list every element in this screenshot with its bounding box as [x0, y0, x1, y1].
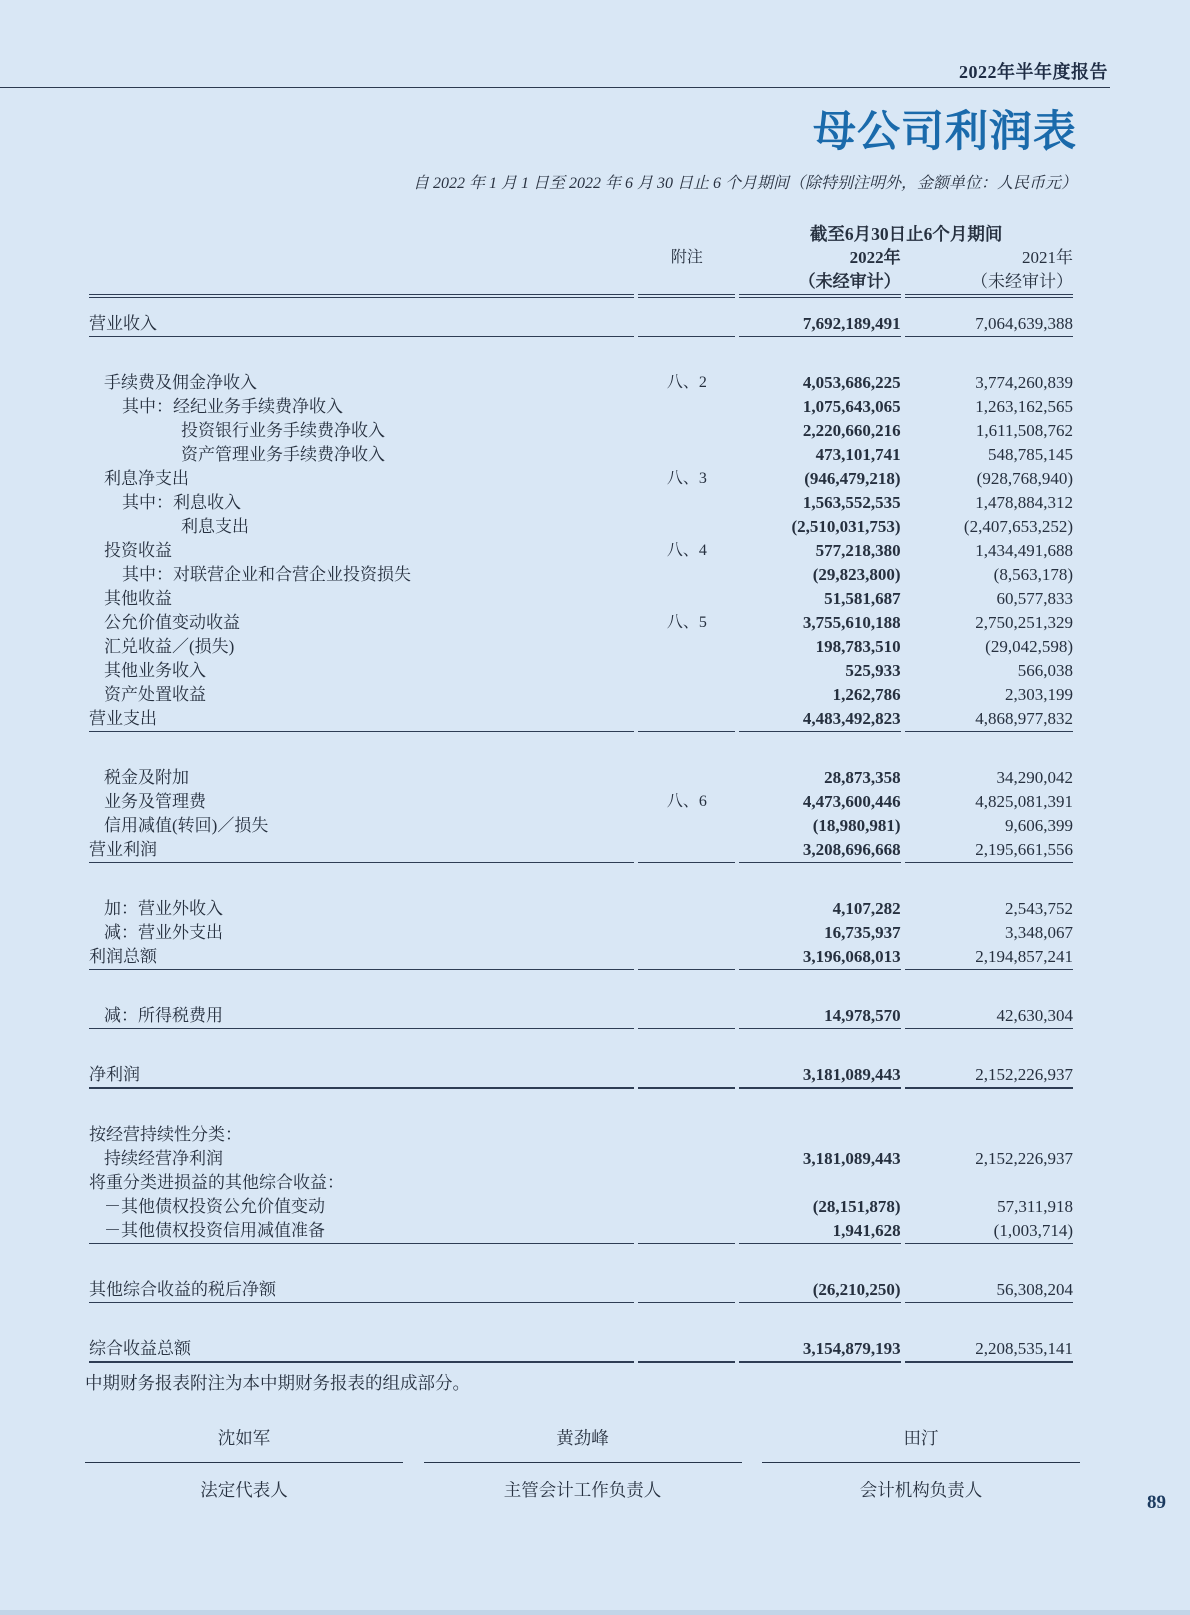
spacer-row: [89, 863, 1073, 897]
table-row: [89, 1219, 1073, 1244]
row-note: 八、6: [666, 793, 707, 810]
row-label: －其他债权投资公允价值变动: [104, 1197, 325, 1216]
row-label: 资产管理业务手续费净收入: [181, 445, 385, 464]
row-value-2022: (28,151,878): [812, 1197, 901, 1216]
signature-block: [85, 1425, 1080, 1502]
row-value-2022: 473,101,741: [815, 445, 901, 464]
row-value-2021: 2,152,226,937: [975, 1149, 1073, 1168]
row-value-2022: 3,196,068,013: [739, 945, 900, 970]
row-label: 税金及附加: [104, 768, 189, 787]
signatory-title: 主管会计工作负责人: [503, 1480, 662, 1500]
report-header: 2022年半年度报告: [959, 62, 1108, 82]
table-row: [89, 945, 1073, 970]
signature-chief-accountant: [424, 1425, 742, 1502]
row-value-2021: 60,577,833: [996, 589, 1073, 608]
table-row: [89, 683, 1073, 707]
row-value-2022: 28,873,358: [824, 768, 901, 787]
row-note: [638, 1004, 735, 1029]
row-note: [638, 635, 735, 659]
col-2022-header: 2022年: [849, 248, 901, 267]
spacer-cell: [89, 1089, 1073, 1123]
spacer-cell: [89, 970, 1073, 1004]
spacer-cell: [89, 298, 1073, 312]
row-value-2022: 1,563,552,535: [802, 493, 901, 512]
row-value-2021: 34,290,042: [996, 768, 1073, 787]
table-row: [89, 1004, 1073, 1029]
row-note: [638, 1147, 735, 1171]
spacer-row: [89, 1303, 1073, 1337]
row-label: 加：营业外收入: [104, 899, 223, 918]
column-subheader-row: [89, 270, 1073, 294]
row-value-2021: 1,434,491,688: [975, 541, 1073, 560]
row-value-2022: 4,473,600,446: [802, 792, 901, 811]
table-row: [89, 419, 1073, 443]
row-label: 公允价值变动收益: [104, 613, 240, 632]
row-value-2022: 4,483,492,823: [739, 707, 900, 732]
table-row: [89, 921, 1073, 945]
table-row: [89, 1063, 1073, 1089]
spacer-row: [89, 337, 1073, 371]
row-value-2022: 1,262,786: [832, 685, 901, 704]
table-row: [89, 312, 1073, 337]
period-header-row: [89, 222, 1073, 246]
row-value-2022: 1,941,628: [739, 1219, 900, 1244]
row-note: [638, 814, 735, 838]
row-note: [638, 491, 735, 515]
income-table-body: [89, 298, 1073, 1363]
row-value-2021: 4,868,977,832: [905, 707, 1073, 732]
row-value-2021: 1,263,162,565: [975, 397, 1073, 416]
row-value-2021: (8,563,178): [993, 565, 1073, 584]
spacer-cell: [89, 1029, 1073, 1063]
row-value-2021: 1,611,508,762: [975, 421, 1073, 440]
signatory-title: 会计机构负责人: [859, 1480, 983, 1500]
spacer-cell: [89, 732, 1073, 766]
page-title: 母公司利润表: [813, 109, 1077, 156]
table-row: [89, 790, 1073, 814]
spacer-cell: [89, 863, 1073, 897]
row-value-2022: [739, 1171, 900, 1195]
row-note: [638, 419, 735, 443]
row-value-2021: 56,308,204: [905, 1278, 1073, 1303]
spacer-row: [89, 732, 1073, 766]
row-note: [638, 1123, 735, 1147]
row-label: 其中：经纪业务手续费净收入: [122, 397, 343, 416]
empty-cell: [638, 270, 735, 294]
table-row: [89, 563, 1073, 587]
row-value-2022: [739, 1123, 900, 1147]
row-label: 汇兑收益／(损失): [104, 637, 235, 656]
row-note: [638, 838, 735, 863]
table-row: [89, 443, 1073, 467]
col-2021-header: 2021年: [1022, 248, 1073, 267]
row-note: 八、4: [666, 542, 707, 559]
row-note: [638, 1219, 735, 1244]
row-note: [638, 563, 735, 587]
row-value-2022: 525,933: [845, 661, 901, 680]
table-row: [89, 1123, 1073, 1147]
row-value-2021: 3,774,260,839: [975, 373, 1073, 392]
row-value-2022: 3,755,610,188: [802, 613, 901, 632]
row-note: [638, 443, 735, 467]
row-value-2022: 198,783,510: [815, 637, 901, 656]
page-subtitle: 自 2022 年 1 月 1 日至 2022 年 6 月 30 日止 6 个月期间（除特别注明外，金额单位：人民币元）: [412, 175, 1077, 192]
empty-cell: [89, 222, 634, 246]
row-value-2021: 3,348,067: [1005, 923, 1073, 942]
table-row: [89, 1171, 1073, 1195]
row-value-2022: 1,075,643,065: [802, 397, 901, 416]
header-rule: [0, 87, 1110, 88]
row-value-2021: 7,064,639,388: [905, 312, 1073, 337]
row-value-2022: 3,181,089,443: [739, 1063, 900, 1089]
spacer-row: [89, 298, 1073, 312]
row-label: 手续费及佣金净收入: [104, 373, 257, 392]
row-value-2022: 3,154,879,193: [739, 1337, 900, 1363]
row-value-2021: 2,194,857,241: [905, 945, 1073, 970]
row-label: 利息净支出: [104, 469, 189, 488]
row-label: 其他综合收益的税后净额: [89, 1278, 634, 1303]
row-label: 其中：对联营企业和合营企业投资损失: [122, 565, 411, 584]
row-label: 将重分类进损益的其他综合收益：: [89, 1173, 344, 1192]
row-value-2022: 3,208,696,668: [739, 838, 900, 863]
empty-cell: [638, 222, 735, 246]
page-number: 89: [1147, 1492, 1166, 1513]
row-value-2022: 7,692,189,491: [739, 312, 900, 337]
row-note: [638, 515, 735, 539]
row-note: [638, 1063, 735, 1089]
row-label: 其中：利息收入: [122, 493, 241, 512]
row-label: 按经营持续性分类：: [89, 1125, 242, 1144]
col-2021-subheader: （未经审计）: [971, 272, 1073, 291]
table-row: [89, 814, 1073, 838]
row-label: 综合收益总额: [89, 1337, 634, 1363]
row-value-2022: 4,053,686,225: [802, 373, 901, 392]
row-value-2022: (26,210,250): [739, 1278, 900, 1303]
scan-bottom-edge: [0, 1610, 1190, 1615]
table-row: [89, 467, 1073, 491]
row-value-2022: 14,978,570: [739, 1004, 900, 1029]
row-label: 其他业务收入: [104, 661, 206, 680]
spacer-row: [89, 1089, 1073, 1123]
statement-footnote: 中期财务报表附注为本中期财务报表的组成部分。: [85, 1373, 470, 1393]
table-row: [89, 659, 1073, 683]
row-value-2022: 16,735,937: [824, 923, 901, 942]
row-value-2021: [905, 1171, 1073, 1195]
signatory-name: 沈如军: [85, 1425, 403, 1463]
spacer-row: [89, 1244, 1073, 1278]
empty-cell: [89, 246, 634, 270]
row-label: 减：所得税费用: [89, 1004, 634, 1029]
table-row: [89, 587, 1073, 611]
row-label: 利润总额: [89, 945, 634, 970]
row-value-2021: 42,630,304: [905, 1004, 1073, 1029]
table-row: [89, 1195, 1073, 1219]
spacer-cell: [89, 337, 1073, 371]
row-value-2022: (29,823,800): [812, 565, 901, 584]
row-value-2021: 566,038: [1017, 661, 1073, 680]
signatory-title: 法定代表人: [200, 1480, 288, 1500]
empty-cell: [89, 270, 634, 294]
row-label: 资产处置收益: [104, 685, 206, 704]
row-note: [638, 945, 735, 970]
income-statement-table: [85, 222, 1077, 1363]
table-row: [89, 371, 1073, 395]
row-label: 投资银行业务手续费净收入: [181, 421, 385, 440]
row-label: 减：营业外支出: [104, 923, 223, 942]
row-note: [638, 766, 735, 790]
row-label: 投资收益: [104, 541, 172, 560]
row-value-2021: 2,750,251,329: [975, 613, 1073, 632]
row-note: [638, 1195, 735, 1219]
row-note: [638, 312, 735, 337]
spacer-row: [89, 1029, 1073, 1063]
row-label: 其他收益: [104, 589, 172, 608]
row-label: 营业收入: [89, 312, 634, 337]
row-value-2021: (29,042,598): [985, 637, 1073, 656]
col-2022-subheader: （未经审计）: [798, 272, 901, 291]
row-note: [638, 659, 735, 683]
row-value-2022: 2,220,660,216: [802, 421, 901, 440]
table-row: [89, 838, 1073, 863]
table-row: [89, 1337, 1073, 1363]
row-value-2022: (2,510,031,753): [791, 517, 901, 536]
row-value-2022: 51,581,687: [824, 589, 901, 608]
row-value-2021: 2,543,752: [1005, 899, 1073, 918]
table-row: [89, 707, 1073, 732]
row-value-2022: 4,107,282: [832, 899, 901, 918]
column-header-row: [89, 246, 1073, 270]
row-value-2021: 1,478,884,312: [975, 493, 1073, 512]
row-note: 八、5: [666, 614, 707, 631]
row-label: 净利润: [89, 1063, 634, 1089]
row-value-2021: (928,768,940): [976, 469, 1073, 488]
row-note: [638, 897, 735, 921]
table-row: [89, 897, 1073, 921]
row-value-2021: 2,303,199: [1005, 685, 1073, 704]
row-label: 营业支出: [89, 707, 634, 732]
spacer-cell: [89, 1303, 1073, 1337]
spacer-cell: [89, 1244, 1073, 1278]
row-note: [638, 1171, 735, 1195]
table-row: [89, 395, 1073, 419]
signature-accounting-head: [762, 1425, 1080, 1502]
row-note: [638, 395, 735, 419]
row-value-2022: 577,218,380: [815, 541, 901, 560]
row-note: 八、3: [666, 470, 707, 487]
row-label: 利息支出: [181, 517, 249, 536]
period-header: 截至6月30日止6个月期间: [809, 224, 1003, 244]
row-label: 营业利润: [89, 838, 634, 863]
spacer-row: [89, 970, 1073, 1004]
row-note: [638, 707, 735, 732]
row-label: 信用减值(转回)／损失: [104, 816, 269, 835]
row-note: [638, 921, 735, 945]
table-row: [89, 1147, 1073, 1171]
row-value-2021: (1,003,714): [905, 1219, 1073, 1244]
table-row: [89, 1278, 1073, 1303]
row-value-2022: (18,980,981): [812, 816, 901, 835]
row-value-2021: 2,152,226,937: [905, 1063, 1073, 1089]
row-value-2021: (2,407,653,252): [963, 517, 1073, 536]
row-label: 业务及管理费: [104, 792, 206, 811]
table-row: [89, 515, 1073, 539]
signature-legal-representative: [85, 1425, 403, 1502]
table-row: [89, 635, 1073, 659]
table-row: [89, 611, 1073, 635]
row-value-2021: [905, 1123, 1073, 1147]
row-value-2021: 2,195,661,556: [905, 838, 1073, 863]
row-note: [638, 683, 735, 707]
signatory-name: 黄劲峰: [424, 1425, 742, 1463]
table-row: [89, 491, 1073, 515]
signatory-name: 田汀: [762, 1425, 1080, 1463]
row-value-2021: 4,825,081,391: [975, 792, 1073, 811]
note-column-header: 附注: [670, 249, 703, 266]
row-value-2021: 548,785,145: [988, 445, 1073, 464]
row-note: [638, 1337, 735, 1363]
table-row: [89, 539, 1073, 563]
row-label: 持续经营净利润: [104, 1149, 223, 1168]
row-note: [638, 1278, 735, 1303]
row-note: [638, 587, 735, 611]
row-label: －其他债权投资信用减值准备: [89, 1219, 634, 1244]
row-note: 八、2: [666, 374, 707, 391]
table-row: [89, 766, 1073, 790]
row-value-2021: 2,208,535,141: [905, 1337, 1073, 1363]
row-value-2022: 3,181,089,443: [802, 1149, 901, 1168]
row-value-2022: (946,479,218): [804, 469, 901, 488]
row-value-2021: 57,311,918: [997, 1197, 1073, 1216]
row-value-2021: 9,606,399: [1005, 816, 1073, 835]
